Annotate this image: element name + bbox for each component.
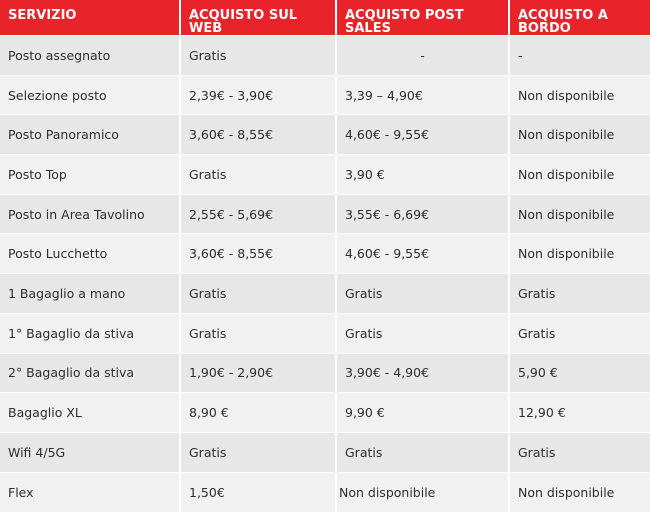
cell-onboard-price: Non disponibile (509, 115, 650, 155)
cell-post-sales-price: 3,39 – 4,90€ (336, 75, 509, 115)
cell-post-sales-price: Gratis (336, 274, 509, 314)
cell-service: Posto Top (0, 155, 180, 195)
table-row (0, 432, 650, 472)
cell-web-price: Gratis (180, 155, 336, 195)
cell-onboard-price: Gratis (509, 313, 650, 353)
cell-onboard-price: Non disponibile (509, 75, 650, 115)
header-acquisto-bordo: ACQUISTO A BORDO (509, 0, 650, 36)
cell-service: Posto assegnato (0, 36, 180, 76)
header-servizio: SERVIZIO (0, 0, 180, 36)
header-acquisto-post-sales: ACQUISTO POST SALES (336, 0, 509, 36)
table-row (0, 234, 650, 274)
table-row (0, 75, 650, 115)
cell-service: Posto Lucchetto (0, 234, 180, 274)
cell-post-sales-price: 4,60€ - 9,55€ (336, 115, 509, 155)
cell-onboard-price: Non disponibile (509, 472, 650, 512)
cell-post-sales-price: 3,90€ - 4,90€ (336, 353, 509, 393)
cell-web-price: Gratis (180, 432, 336, 472)
cell-post-sales-price: Gratis (336, 432, 509, 472)
cell-web-price: Gratis (180, 274, 336, 314)
cell-post-sales-price: 3,90 € (336, 155, 509, 195)
cell-web-price: 8,90 € (180, 393, 336, 433)
table-row (0, 155, 650, 195)
cell-web-price: Gratis (180, 313, 336, 353)
cell-onboard-price: Gratis (509, 432, 650, 472)
table-row (0, 313, 650, 353)
table-row (0, 36, 650, 76)
table-row (0, 353, 650, 393)
cell-onboard-price: Non disponibile (509, 234, 650, 274)
table-row (0, 472, 650, 512)
cell-post-sales-price: Non disponibile (336, 472, 509, 512)
cell-service: Posto Panoramico (0, 115, 180, 155)
cell-service: 1 Bagaglio a mano (0, 274, 180, 314)
cell-service: Selezione posto (0, 75, 180, 115)
cell-onboard-price: Non disponibile (509, 194, 650, 234)
cell-service: Wifi 4/5G (0, 432, 180, 472)
table-header-row (0, 0, 650, 36)
header-acquisto-web: ACQUISTO SUL WEB (180, 0, 336, 36)
table-row (0, 115, 650, 155)
cell-onboard-price: Non disponibile (509, 155, 650, 195)
cell-service: 2° Bagaglio da stiva (0, 353, 180, 393)
cell-onboard-price: 5,90 € (509, 353, 650, 393)
cell-web-price: 2,39€ - 3,90€ (180, 75, 336, 115)
cell-post-sales-price: 4,60€ - 9,55€ (336, 234, 509, 274)
cell-post-sales-price: Gratis (336, 313, 509, 353)
cell-web-price: 1,50€ (180, 472, 336, 512)
cell-service: Flex (0, 472, 180, 512)
cell-web-price: 3,60€ - 8,55€ (180, 115, 336, 155)
cell-web-price: 3,60€ - 8,55€ (180, 234, 336, 274)
table-row (0, 274, 650, 314)
cell-onboard-price: Gratis (509, 274, 650, 314)
cell-web-price: Gratis (180, 36, 336, 76)
cell-post-sales-price: 3,55€ - 6,69€ (336, 194, 509, 234)
cell-post-sales-price: 9,90 € (336, 393, 509, 433)
cell-service: Posto in Area Tavolino (0, 194, 180, 234)
cell-web-price: 2,55€ - 5,69€ (180, 194, 336, 234)
cell-post-sales-price: - (336, 36, 509, 76)
table-row (0, 393, 650, 433)
cell-onboard-price: - (509, 36, 650, 76)
table-row (0, 194, 650, 234)
cell-service: Bagaglio XL (0, 393, 180, 433)
cell-service: 1° Bagaglio da stiva (0, 313, 180, 353)
cell-web-price: 1,90€ - 2,90€ (180, 353, 336, 393)
cell-onboard-price: 12,90 € (509, 393, 650, 433)
